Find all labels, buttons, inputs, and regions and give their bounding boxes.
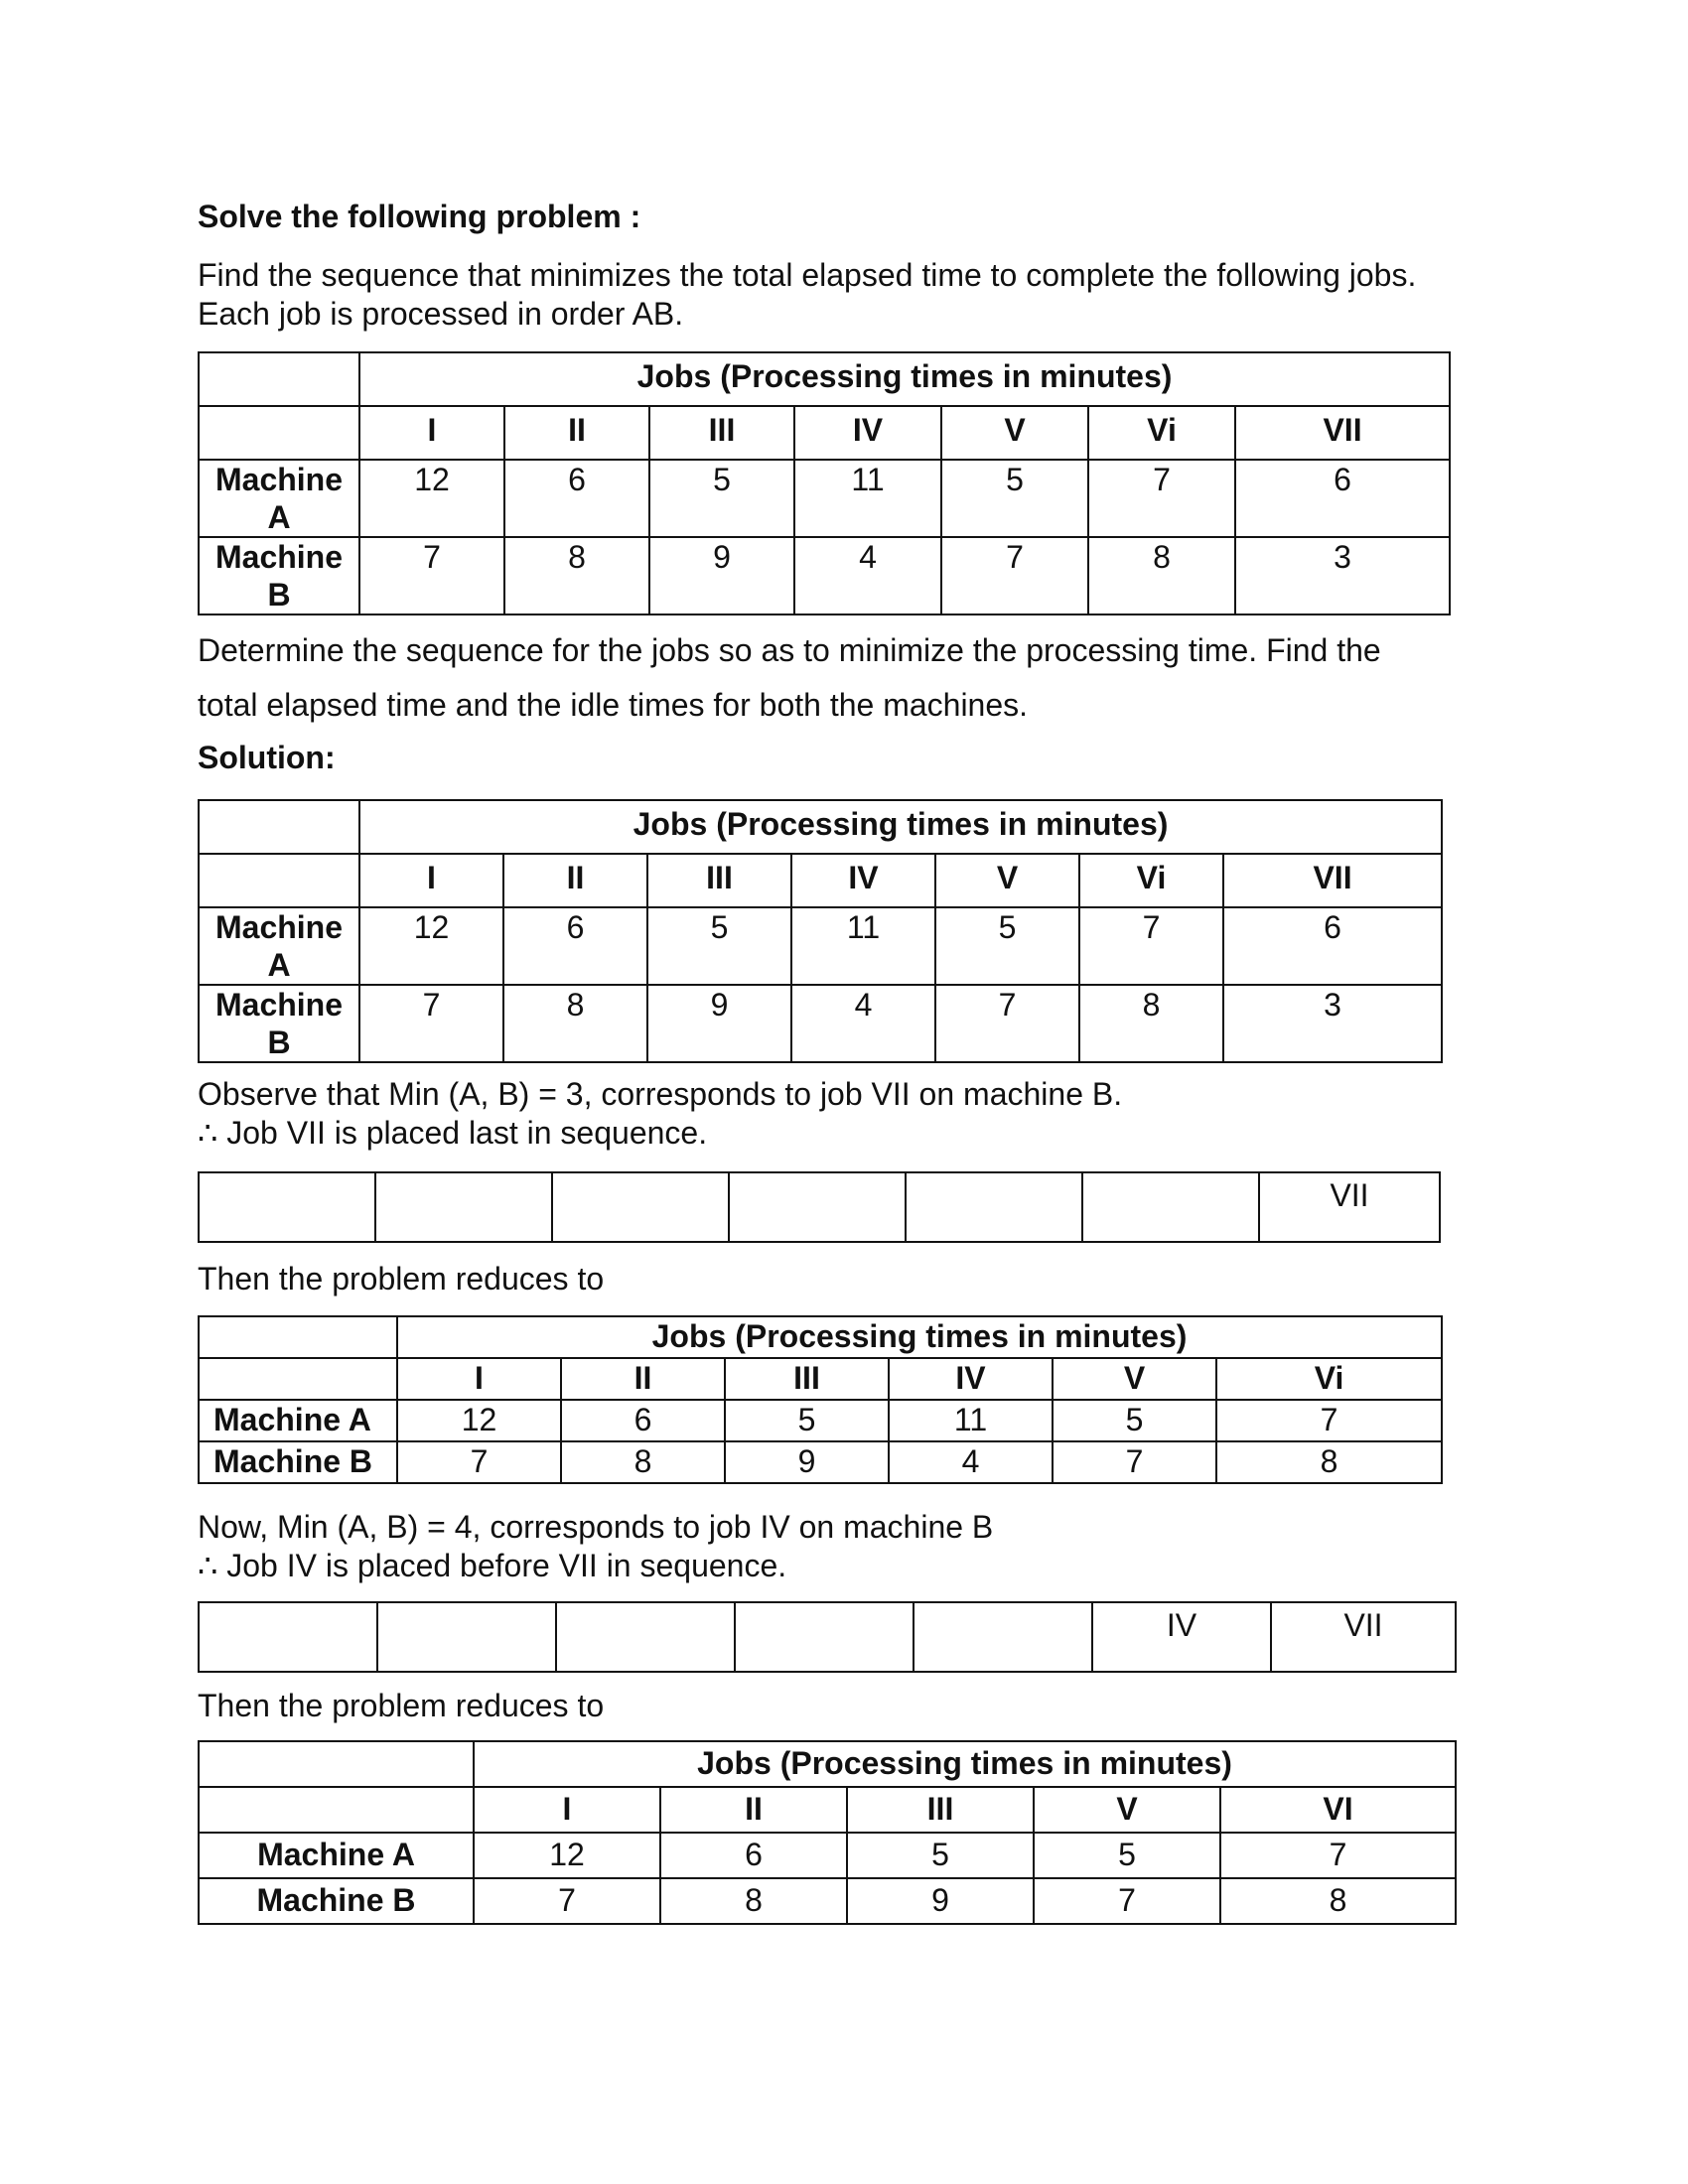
- time-cell: 9: [847, 1878, 1034, 1924]
- time-cell: 7: [1053, 1441, 1216, 1483]
- time-cell: 6: [1235, 460, 1450, 537]
- sequence-table-1: [198, 1171, 1441, 1243]
- solution-heading: Solution:: [198, 740, 336, 775]
- table-header: Jobs (Processing times in minutes): [474, 1741, 1456, 1787]
- determine-line-2: total elapsed time and the idle times for both the machines.: [198, 687, 1029, 723]
- problem-heading: Solve the following problem :: [198, 199, 641, 234]
- time-cell: 5: [935, 907, 1079, 985]
- solution-table: [198, 799, 1443, 1063]
- machine-b-label: Machine B: [199, 1441, 397, 1483]
- time-cell: 8: [1220, 1878, 1456, 1924]
- job-header: V: [1034, 1787, 1220, 1833]
- table-header: Jobs (Processing times in minutes): [397, 1316, 1442, 1358]
- machine-a-label: Machine A: [199, 1833, 474, 1878]
- sequence-table-2: [198, 1601, 1457, 1673]
- job-header: VI: [1220, 1787, 1456, 1833]
- job-header: II: [503, 854, 647, 907]
- job-header: Vi: [1216, 1358, 1442, 1400]
- time-cell: 11: [791, 907, 935, 985]
- reduces-text-1: Then the problem reduces to: [198, 1261, 605, 1297]
- time-cell: 3: [1235, 537, 1450, 614]
- time-cell: 5: [847, 1833, 1034, 1878]
- time-cell: 7: [474, 1878, 660, 1924]
- job-header: III: [725, 1358, 889, 1400]
- time-cell: 5: [647, 907, 791, 985]
- time-cell: 9: [649, 537, 794, 614]
- machine-a-label: Machine A: [199, 907, 359, 985]
- sequence-slot: [199, 1602, 377, 1672]
- job-header: VII: [1235, 406, 1450, 460]
- time-cell: 12: [359, 907, 503, 985]
- job-header: III: [847, 1787, 1034, 1833]
- job-header: IV: [791, 854, 935, 907]
- sequence-slot: VII: [1259, 1172, 1440, 1242]
- now-line-1: Now, Min (A, B) = 4, corresponds to job IV on machine B: [198, 1509, 994, 1545]
- job-header: Vi: [1079, 854, 1223, 907]
- job-header: I: [359, 854, 503, 907]
- time-cell: 12: [359, 460, 504, 537]
- job-header: IV: [794, 406, 941, 460]
- sequence-slot: [199, 1172, 375, 1242]
- time-cell: 8: [561, 1441, 725, 1483]
- determine-line-1: Determine the sequence for the jobs so as to minimize the processing time. Find the: [198, 632, 1381, 668]
- time-cell: 8: [1079, 985, 1223, 1062]
- time-cell: 5: [649, 460, 794, 537]
- machine-a-label: Machine A: [199, 460, 359, 537]
- time-cell: 6: [503, 907, 647, 985]
- time-cell: 8: [503, 985, 647, 1062]
- time-cell: 11: [889, 1400, 1053, 1441]
- sequence-slot: [914, 1602, 1092, 1672]
- job-header: III: [649, 406, 794, 460]
- time-cell: 7: [1079, 907, 1223, 985]
- time-cell: 12: [397, 1400, 561, 1441]
- time-cell: 6: [660, 1833, 847, 1878]
- job-header: III: [647, 854, 791, 907]
- time-cell: 7: [935, 985, 1079, 1062]
- time-cell: 7: [359, 985, 503, 1062]
- time-cell: 7: [1034, 1878, 1220, 1924]
- time-cell: 8: [504, 537, 649, 614]
- time-cell: 4: [889, 1441, 1053, 1483]
- sequence-slot: IV: [1092, 1602, 1271, 1672]
- time-cell: 7: [1220, 1833, 1456, 1878]
- reduced-table-1: [198, 1315, 1443, 1484]
- observe-line-1: Observe that Min (A, B) = 3, corresponds to job VII on machine B.: [198, 1076, 1123, 1112]
- job-header: I: [474, 1787, 660, 1833]
- time-cell: 8: [660, 1878, 847, 1924]
- machine-b-label: Machine B: [199, 537, 359, 614]
- time-cell: 12: [474, 1833, 660, 1878]
- job-header: V: [935, 854, 1079, 907]
- sequence-slot: [729, 1172, 906, 1242]
- time-cell: 8: [1088, 537, 1235, 614]
- sequence-slot: [1082, 1172, 1259, 1242]
- time-cell: 7: [941, 537, 1088, 614]
- time-cell: 7: [397, 1441, 561, 1483]
- job-header: II: [504, 406, 649, 460]
- time-cell: 5: [1053, 1400, 1216, 1441]
- job-header: Vi: [1088, 406, 1235, 460]
- time-cell: 5: [941, 460, 1088, 537]
- intro-line-1: Find the sequence that minimizes the total elapsed time to complete the following jobs.: [198, 257, 1417, 293]
- time-cell: 7: [1216, 1400, 1442, 1441]
- time-cell: 9: [725, 1441, 889, 1483]
- reduces-text-2: Then the problem reduces to: [198, 1688, 605, 1723]
- job-header: V: [941, 406, 1088, 460]
- time-cell: 11: [794, 460, 941, 537]
- job-header: I: [397, 1358, 561, 1400]
- time-cell: 6: [504, 460, 649, 537]
- sequence-slot: [375, 1172, 552, 1242]
- sequence-slot: [377, 1602, 556, 1672]
- job-header: I: [359, 406, 504, 460]
- table-header: Jobs (Processing times in minutes): [359, 352, 1450, 406]
- table-header: Jobs (Processing times in minutes): [359, 800, 1442, 854]
- sequence-slot: VII: [1271, 1602, 1456, 1672]
- time-cell: 7: [359, 537, 504, 614]
- problem-table: [198, 351, 1451, 615]
- machine-b-label: Machine B: [199, 985, 359, 1062]
- job-header: V: [1053, 1358, 1216, 1400]
- time-cell: 6: [561, 1400, 725, 1441]
- job-header: VII: [1223, 854, 1442, 907]
- machine-a-label: Machine A: [199, 1400, 397, 1441]
- time-cell: 3: [1223, 985, 1442, 1062]
- job-header: IV: [889, 1358, 1053, 1400]
- sequence-slot: [735, 1602, 914, 1672]
- time-cell: 4: [794, 537, 941, 614]
- job-header: II: [660, 1787, 847, 1833]
- time-cell: 5: [725, 1400, 889, 1441]
- machine-b-label: Machine B: [199, 1878, 474, 1924]
- time-cell: 9: [647, 985, 791, 1062]
- time-cell: 7: [1088, 460, 1235, 537]
- reduced-table-2: [198, 1740, 1457, 1925]
- job-header: II: [561, 1358, 725, 1400]
- sequence-slot: [556, 1602, 735, 1672]
- time-cell: 6: [1223, 907, 1442, 985]
- now-line-2: ∴ Job IV is placed before VII in sequence.: [198, 1548, 787, 1583]
- time-cell: 5: [1034, 1833, 1220, 1878]
- time-cell: 8: [1216, 1441, 1442, 1483]
- time-cell: 4: [791, 985, 935, 1062]
- sequence-slot: [906, 1172, 1082, 1242]
- observe-line-2: ∴ Job VII is placed last in sequence.: [198, 1115, 708, 1151]
- sequence-slot: [552, 1172, 729, 1242]
- intro-line-2: Each job is processed in order AB.: [198, 296, 684, 332]
